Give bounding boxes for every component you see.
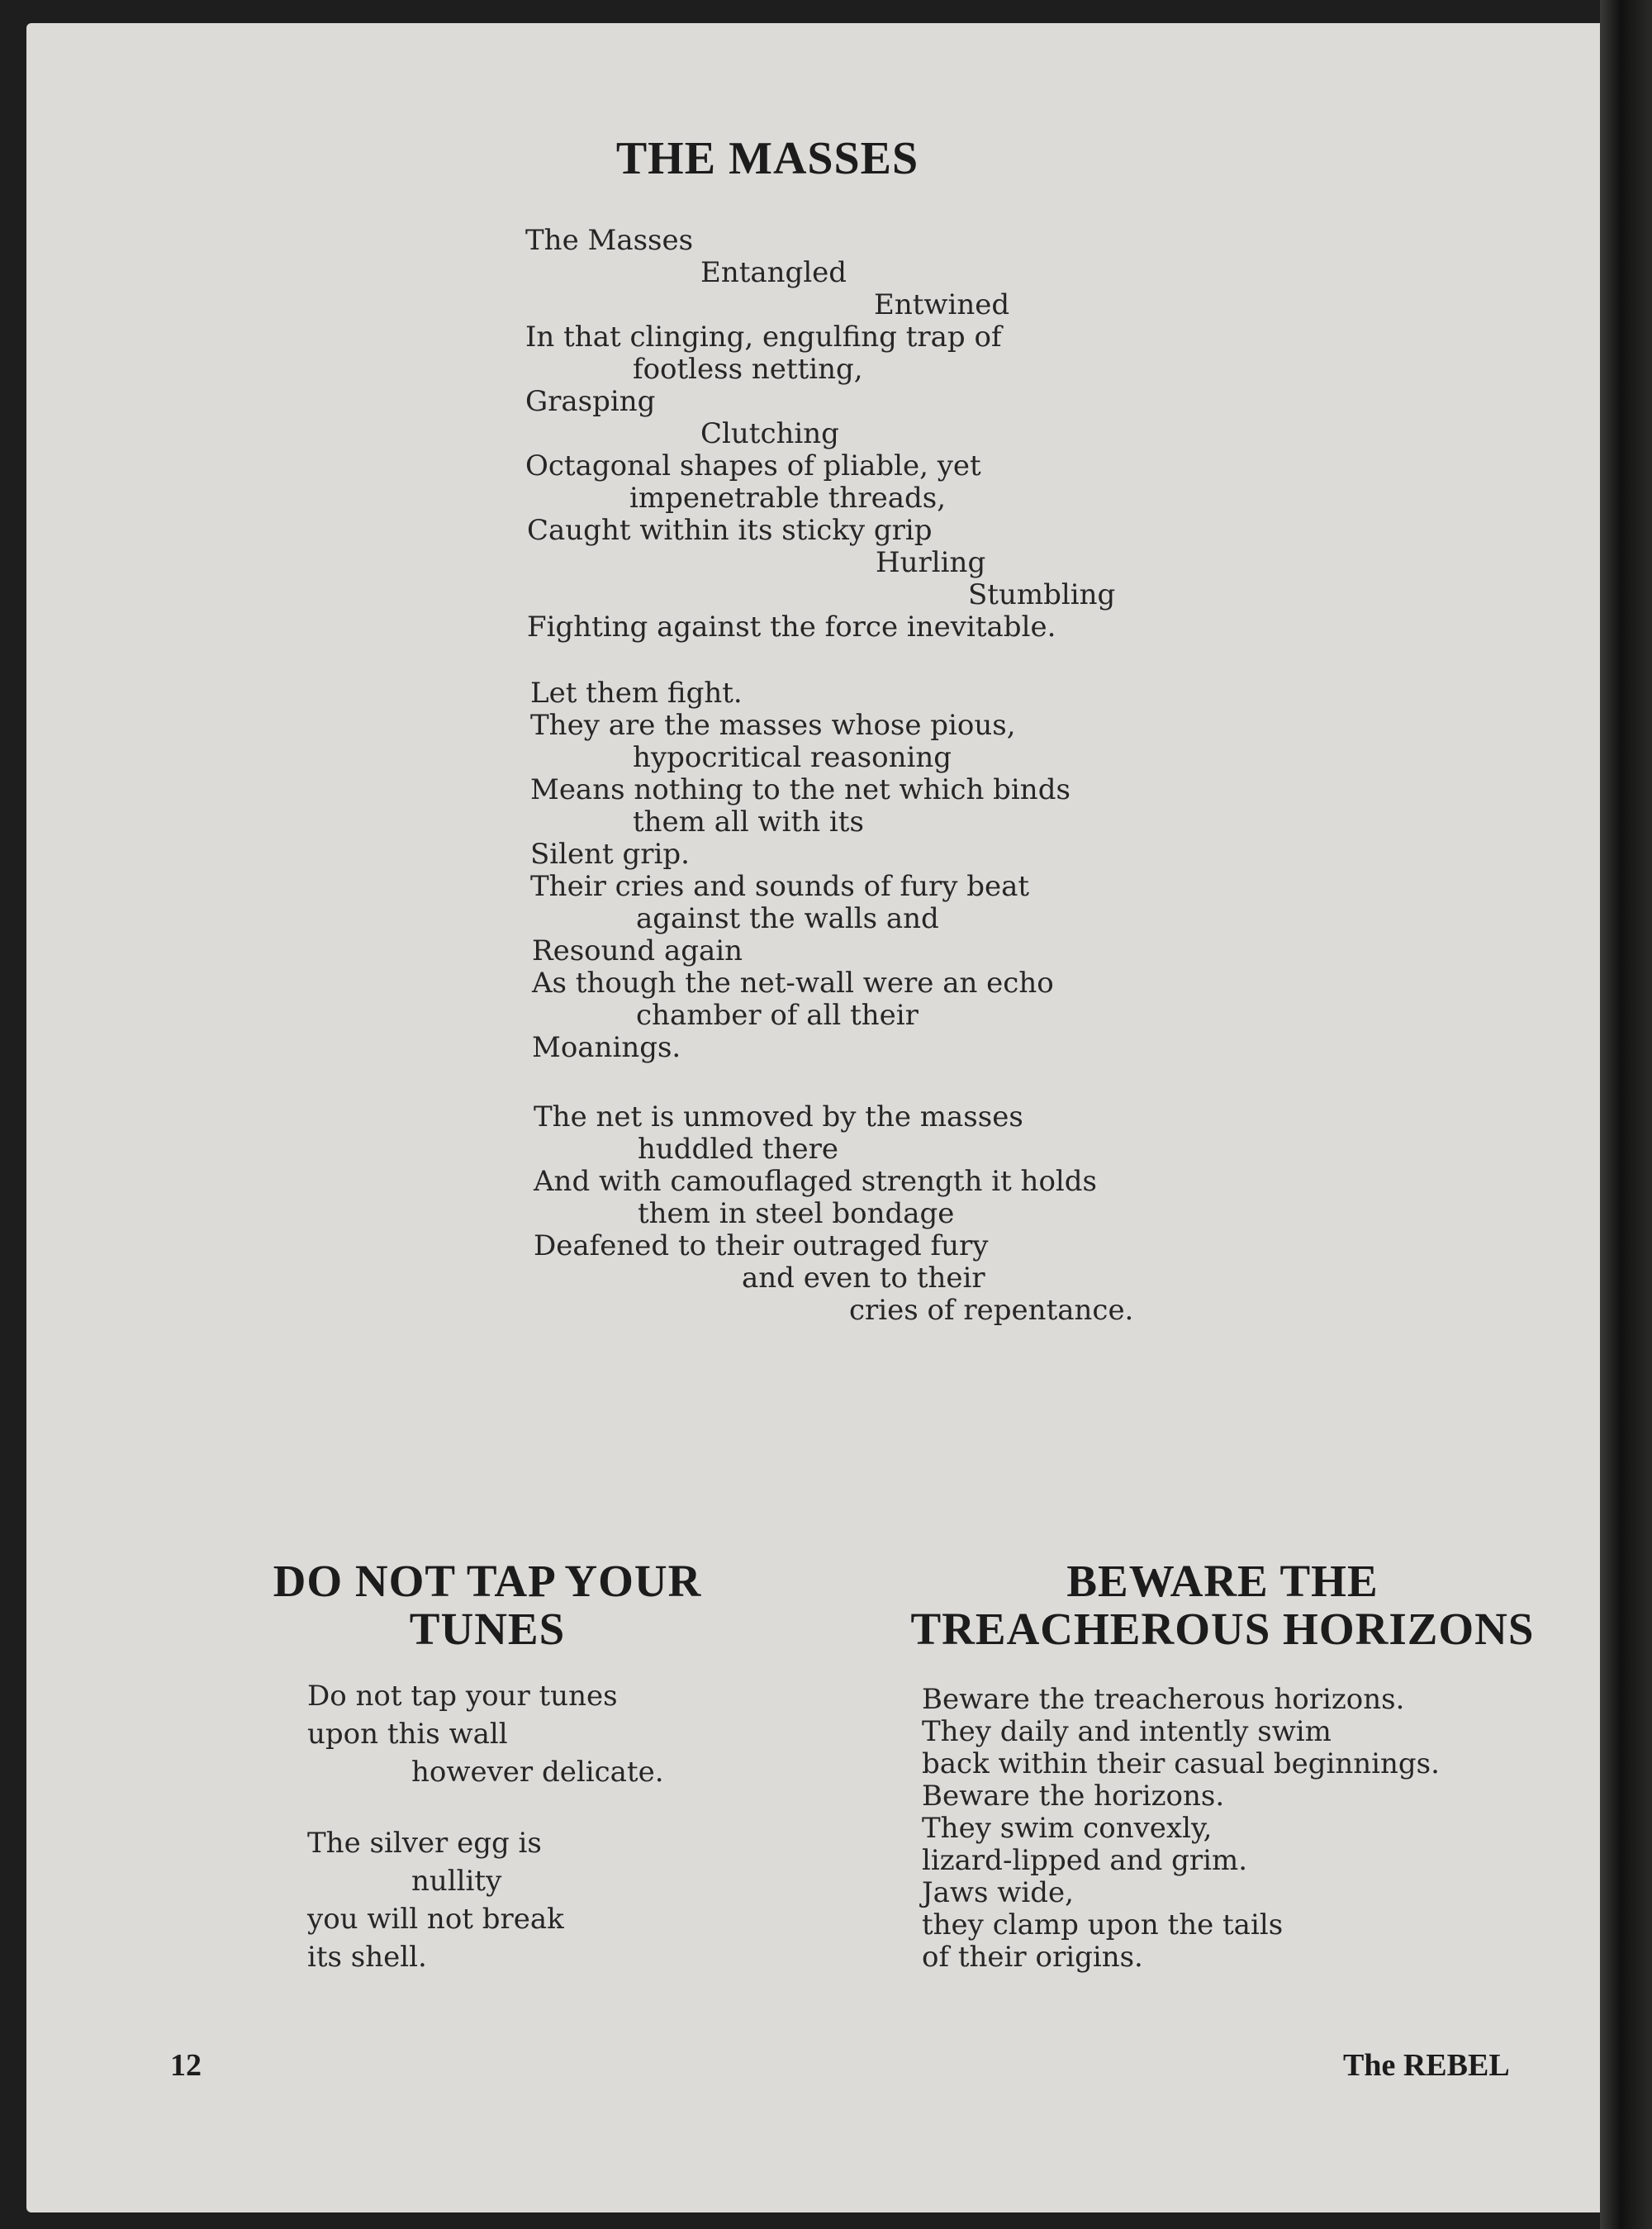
poem-line: They daily and intently swim xyxy=(922,1715,1332,1748)
poem-line: of their origins. xyxy=(922,1941,1143,1974)
poem-line: them in steel bondage xyxy=(638,1197,955,1230)
poem-title-do-not-tap-your-tunes xyxy=(216,1557,758,1653)
poem-line: The Masses xyxy=(525,224,694,257)
poem-line: them all with its xyxy=(633,806,864,839)
poem-line: Moanings. xyxy=(532,1031,681,1064)
poem-line: footless netting, xyxy=(633,353,863,386)
poem-line: and even to their xyxy=(742,1262,985,1295)
poem-line: they clamp upon the tails xyxy=(922,1908,1284,1941)
poem-line: Resound again xyxy=(532,934,743,967)
poem-line: you will not break xyxy=(307,1903,564,1936)
poem-line: Let them fight. xyxy=(530,677,743,710)
title-line: TREACHEROUS HORIZONS xyxy=(910,1604,1535,1654)
poem-line: The net is unmoved by the masses xyxy=(534,1100,1023,1134)
poem-line: Their cries and sounds of fury beat xyxy=(530,870,1030,903)
poem-title-beware-the-treacherous-horizons xyxy=(859,1557,1586,1653)
poem-line: Deafened to their outraged fury xyxy=(534,1229,989,1262)
poem-line: impenetrable threads, xyxy=(629,482,946,515)
poem-line: They swim convexly, xyxy=(922,1812,1213,1845)
poem-line: Grasping xyxy=(525,385,656,418)
title-line: TUNES xyxy=(409,1604,566,1654)
poem-line: Stumbling xyxy=(968,578,1116,611)
poem-line: chamber of all their xyxy=(636,999,919,1032)
poem-line: Clutching xyxy=(700,417,839,450)
poem-title-the-masses: THE MASSES xyxy=(615,133,919,184)
poem-line: Entangled xyxy=(700,256,847,289)
poem-line: Hurling xyxy=(876,546,986,579)
poem-line: Caught within its sticky grip xyxy=(527,514,933,547)
poem-line: In that clinging, engulfing trap of xyxy=(525,321,1002,354)
poem-line: Do not tap your tunes xyxy=(307,1680,618,1713)
poem-line: back within their casual beginnings. xyxy=(922,1747,1440,1780)
poem-line: cries of repentance. xyxy=(849,1294,1134,1327)
poem-line: Beware the treacherous horizons. xyxy=(922,1683,1405,1716)
publication-name: The REBEL xyxy=(1343,2048,1510,2083)
poem-line: nullity xyxy=(411,1865,502,1898)
poem-line: upon this wall xyxy=(307,1718,508,1751)
poem-line: Fighting against the force inevitable. xyxy=(527,611,1056,644)
binding-gutter xyxy=(1600,0,1652,2229)
poem-line: its shell. xyxy=(307,1941,427,1974)
page-number: 12 xyxy=(170,2048,202,2083)
poem-line: however delicate. xyxy=(411,1756,664,1789)
poem-line: The silver egg is xyxy=(307,1827,542,1860)
poem-line: And with camouflaged strength it holds xyxy=(534,1165,1098,1198)
poem-line: against the walls and xyxy=(636,902,939,935)
poem-line: Silent grip. xyxy=(530,838,690,871)
poem-line: Means nothing to the net which binds xyxy=(530,773,1070,806)
poem-line: They are the masses whose pious, xyxy=(530,709,1016,742)
poem-line: lizard-lipped and grim. xyxy=(922,1844,1248,1877)
poem-line: Octagonal shapes of pliable, yet xyxy=(525,449,981,482)
poem-line: Entwined xyxy=(874,288,1010,321)
poem-line: Jaws wide, xyxy=(922,1876,1074,1909)
title-line: DO NOT TAP YOUR xyxy=(273,1556,702,1606)
poem-line: huddled there xyxy=(638,1133,838,1166)
poem-line: As though the net-wall were an echo xyxy=(532,967,1054,1000)
title-line: BEWARE THE xyxy=(1066,1556,1379,1606)
poem-line: hypocritical reasoning xyxy=(633,741,952,774)
poem-line: Beware the horizons. xyxy=(922,1780,1225,1813)
